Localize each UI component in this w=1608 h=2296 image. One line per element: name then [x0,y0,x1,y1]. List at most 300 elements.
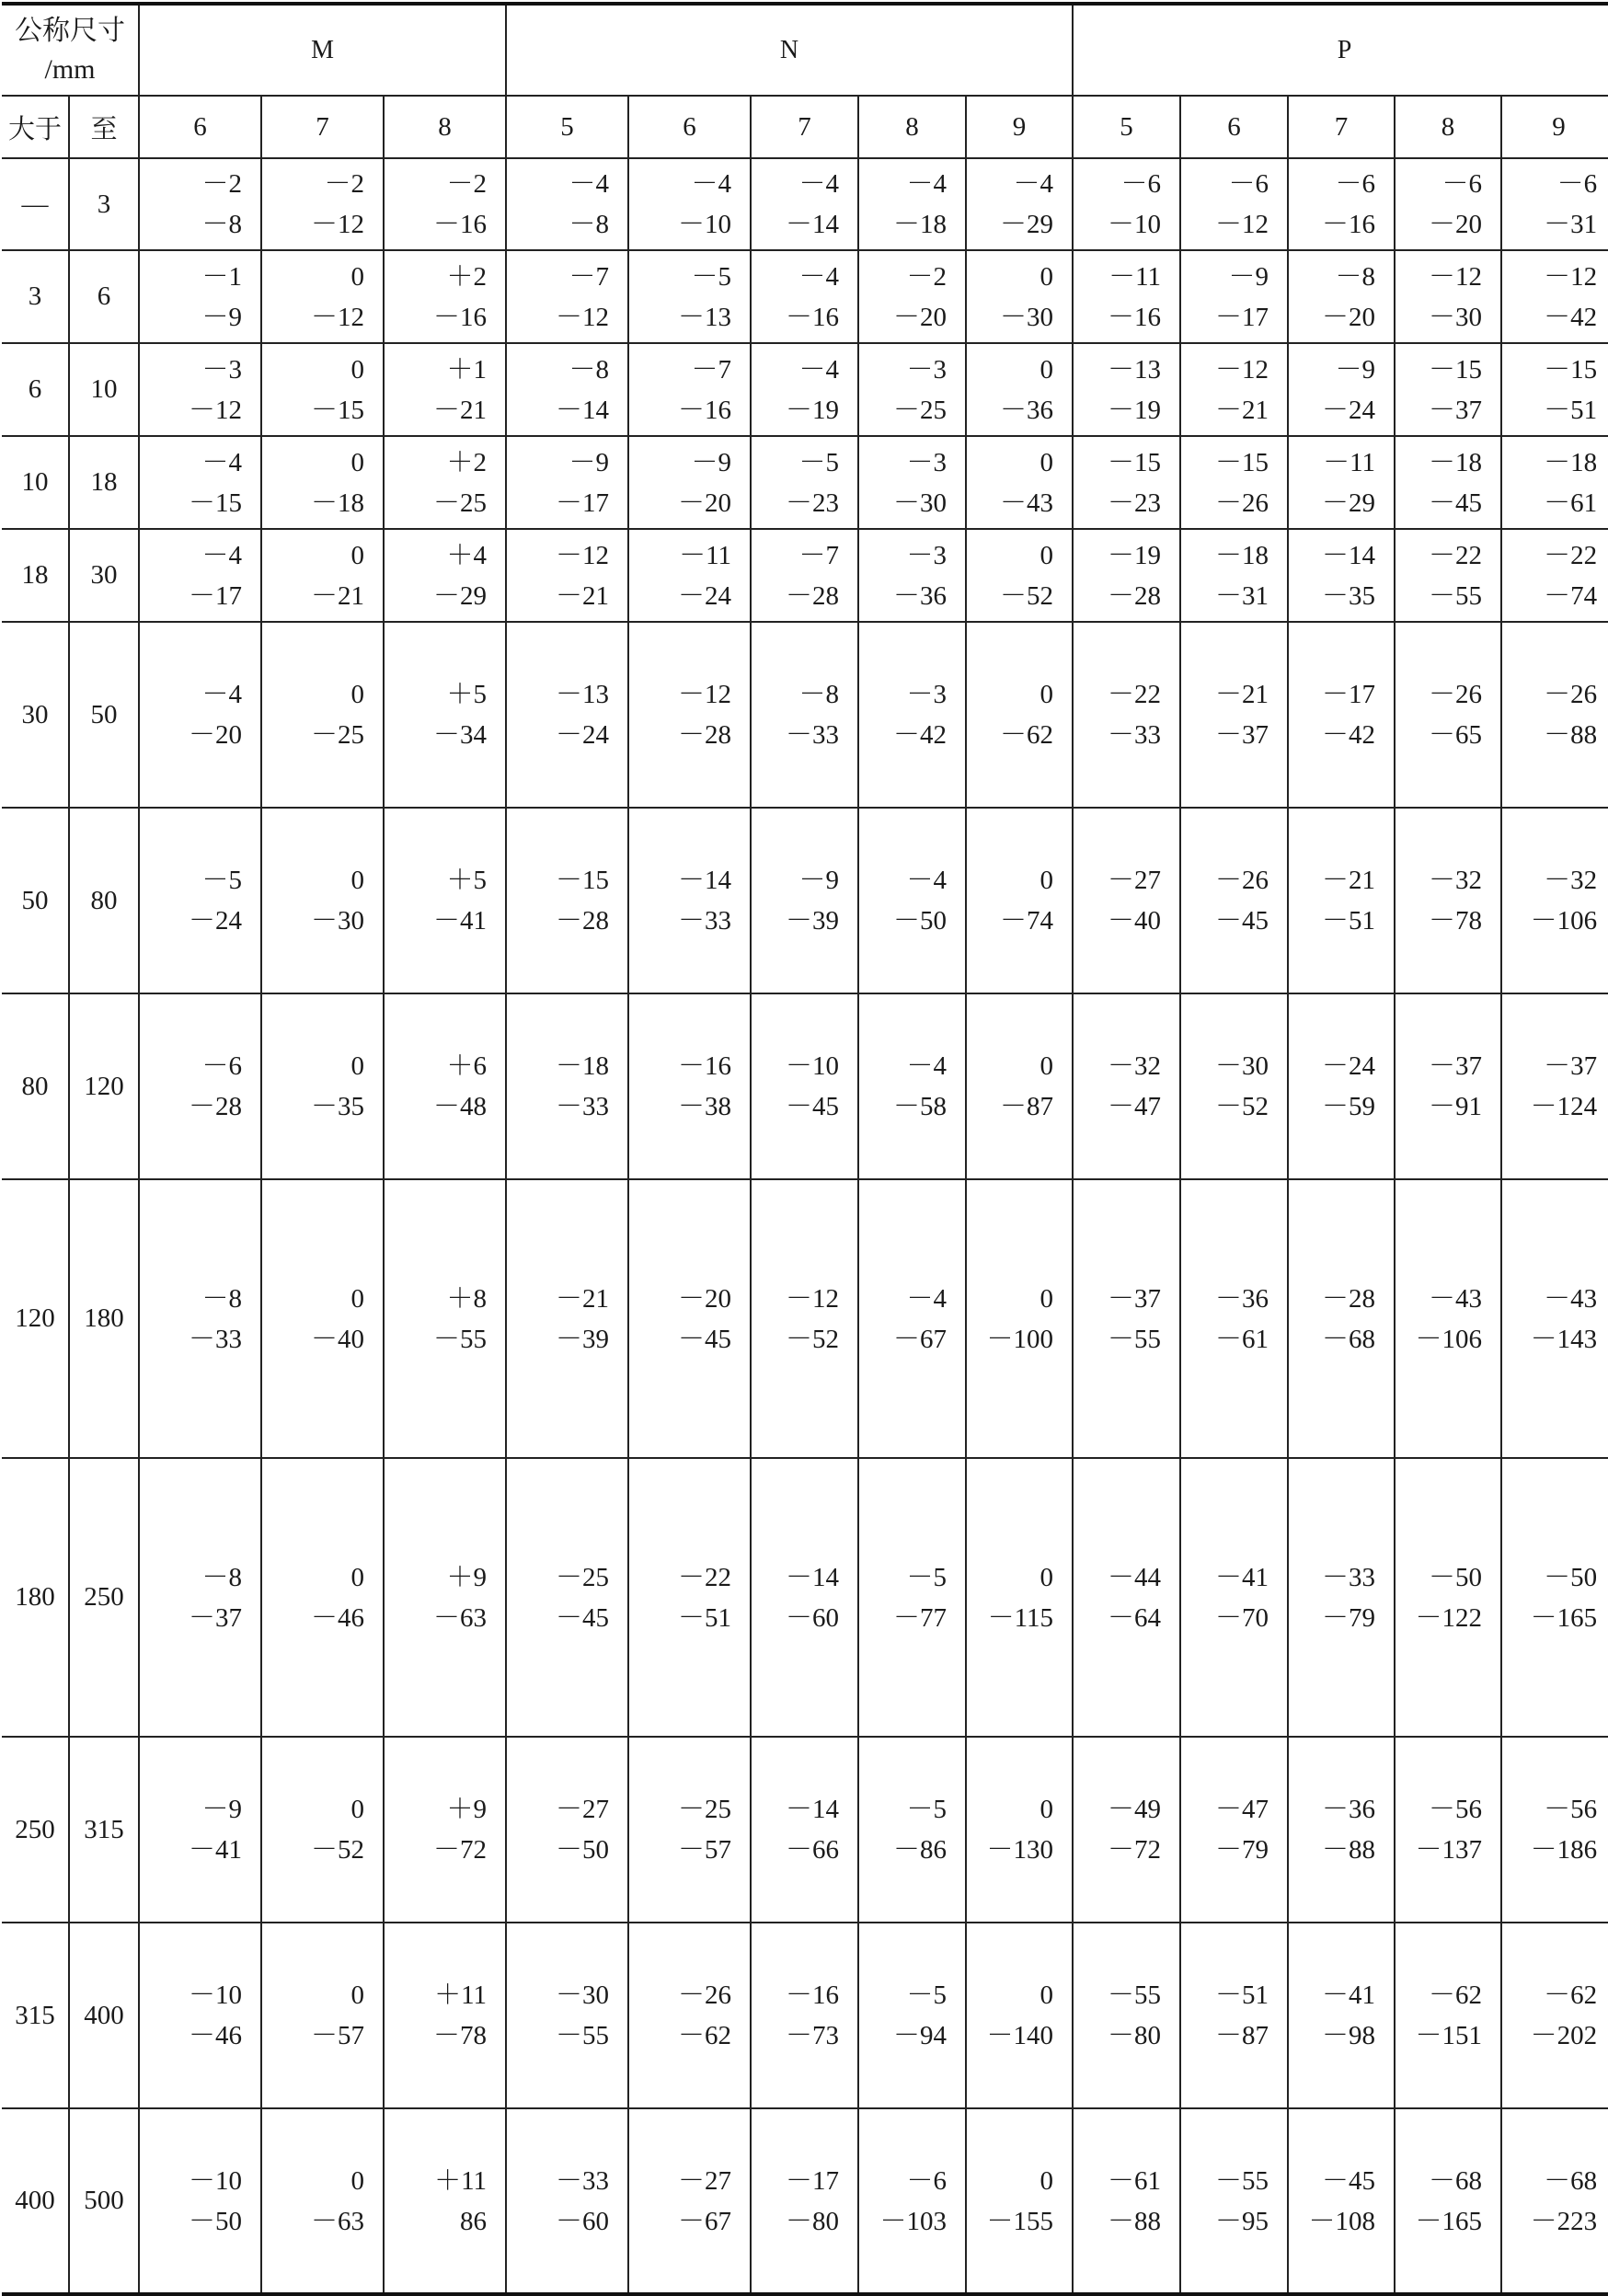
deviation-cell [139,1923,261,2108]
size-upto-cell: 400 [69,1923,139,2108]
deviation-cell [384,1737,506,1923]
lower-deviation: －18 [310,488,364,518]
deviation-cell [966,158,1073,250]
upper-deviation: －11 [1323,447,1376,477]
deviation-cell [261,1737,384,1923]
deviation-cell [261,158,384,250]
deviation-cell [1073,808,1180,993]
deviation-cell [1180,250,1288,343]
size-upto-cell: 80 [69,808,139,993]
deviation-cell [1180,808,1288,993]
deviation-cell [858,158,966,250]
lower-deviation: －12 [188,395,242,425]
upper-deviation: 0 [350,1562,364,1592]
deviation-cell [1288,343,1395,436]
deviation-cell [628,622,751,808]
lower-deviation: －28 [678,720,732,750]
lower-deviation: －95 [1215,2206,1269,2236]
lower-deviation: －12 [1215,210,1269,239]
lower-deviation: －35 [310,1092,364,1121]
deviation-cell [1395,1737,1501,1923]
lower-deviation: －52 [1000,580,1054,611]
upper-deviation: －14 [1322,540,1376,570]
deviation-cell [751,1179,858,1458]
size-upto-cell: 18 [69,436,139,529]
upper-deviation: －41 [1215,1562,1269,1592]
table-row [2,1923,1608,2108]
deviation-cell [1395,529,1501,622]
deviation-cell [966,250,1073,343]
group-header-n: N [506,4,1073,96]
deviation-cell [966,436,1073,529]
upper-deviation: －16 [786,1980,840,2010]
upper-deviation: －18 [556,1051,610,1081]
upper-deviation: －6 [906,2165,948,2196]
upper-deviation: 0 [350,1795,364,1824]
upper-deviation: －18 [1429,447,1483,477]
upper-deviation: 0 [350,2165,364,2196]
deviation-cell [1501,808,1608,993]
upper-deviation: －6 [201,1051,242,1081]
upper-deviation: －26 [1429,680,1483,709]
lower-deviation: －8 [201,210,242,239]
lower-deviation: 86 [460,2206,488,2236]
deviation-cell [966,1458,1073,1737]
upper-deviation: 0 [1039,2165,1054,2196]
deviation-cell [506,1179,628,1458]
lower-deviation: －45 [1215,906,1269,936]
deviation-cell [628,1923,751,2108]
upper-deviation: 0 [1039,261,1054,292]
deviation-cell [384,808,506,993]
table-row [2,1737,1608,1923]
deviation-cell [139,808,261,993]
deviation-cell [1073,1923,1180,2108]
deviation-cell [1395,250,1501,343]
lower-deviation: －20 [1429,210,1483,239]
upper-deviation: 0 [1039,447,1054,477]
grade-header: 7 [261,96,384,158]
upper-deviation: －51 [1215,1980,1269,2010]
upper-deviation: －10 [188,2165,242,2196]
size-upto-cell: 315 [69,1737,139,1923]
deviation-cell [628,1737,751,1923]
deviation-cell [1288,993,1395,1179]
lower-deviation: －88 [1322,1835,1376,1865]
lower-deviation: －59 [1322,1092,1376,1121]
deviation-cell [1073,993,1180,1179]
lower-deviation: －143 [1530,1324,1598,1354]
upper-deviation: －12 [1544,261,1598,292]
upper-deviation: －24 [1322,1051,1376,1081]
table-row [2,1179,1608,1458]
deviation-cell [1073,1737,1180,1923]
upper-deviation: 0 [350,447,364,477]
over-label: 大于 [2,96,69,158]
lower-deviation: －88 [1108,2206,1162,2236]
table-row [2,808,1608,993]
lower-deviation: －79 [1215,1835,1269,1865]
upper-deviation: －36 [1215,1283,1269,1314]
size-over-cell: 30 [2,622,69,808]
upper-deviation: －22 [1544,540,1598,570]
size-over-cell: 6 [2,343,69,436]
deviation-cell [1501,343,1608,436]
upper-deviation: －25 [556,1562,610,1592]
upper-deviation: －9 [201,1795,242,1824]
upper-deviation: －2 [906,261,948,292]
lower-deviation: －106 [1530,906,1598,936]
upper-deviation: －5 [798,447,840,477]
upper-deviation: －62 [1429,1980,1483,2010]
deviation-cell [966,529,1073,622]
deviation-cell [261,343,384,436]
table-row [2,993,1608,1179]
deviation-cell [1073,250,1180,343]
upper-deviation: －6 [1556,169,1598,199]
lower-deviation: －35 [1322,580,1376,611]
deviation-cell [1288,250,1395,343]
header-row-grades [2,96,1608,158]
lower-deviation: －45 [1429,488,1483,518]
lower-deviation: －51 [1322,906,1376,936]
deviation-cell [1073,343,1180,436]
deviation-cell [384,436,506,529]
upper-deviation: 0 [350,1283,364,1314]
lower-deviation: －63 [433,1602,488,1633]
upper-deviation: －8 [798,680,840,709]
upper-deviation: －5 [906,1562,948,1592]
upper-deviation: －18 [1544,447,1598,477]
lower-deviation: －17 [1215,302,1269,332]
deviation-cell [506,622,628,808]
upper-deviation: －12 [1215,354,1269,385]
upper-deviation: －32 [1544,866,1598,895]
lower-deviation: －16 [1108,302,1162,332]
upper-deviation: 0 [1039,1562,1054,1592]
deviation-cell [384,1179,506,1458]
table-row [2,529,1608,622]
upper-deviation: －19 [1108,540,1162,570]
grade-header: 6 [139,96,261,158]
lower-deviation: －98 [1322,2021,1376,2050]
upper-deviation: ＋9 [446,1795,488,1824]
lower-deviation: －60 [556,2206,610,2236]
lower-deviation: －73 [786,2021,840,2050]
lower-deviation: －16 [433,210,488,239]
lower-deviation: －14 [786,210,840,239]
lower-deviation: －55 [1429,580,1483,611]
lower-deviation: －16 [678,395,732,425]
deviation-cell [506,529,628,622]
upper-deviation: －3 [906,447,948,477]
lower-deviation: －62 [678,2021,732,2050]
lower-deviation: －52 [1215,1092,1269,1121]
lower-deviation: －50 [893,906,948,936]
upper-deviation: －8 [569,354,610,385]
lower-deviation: －33 [786,720,840,750]
deviation-cell [1180,1923,1288,2108]
lower-deviation: －13 [678,302,732,332]
lower-deviation: －19 [1108,395,1162,425]
lower-deviation: －37 [1215,720,1269,750]
deviation-cell [1288,1458,1395,1737]
deviation-cell [628,158,751,250]
deviation-cell [751,529,858,622]
deviation-cell [966,622,1073,808]
upper-deviation: －3 [201,354,242,385]
deviation-cell [261,1179,384,1458]
deviation-cell [139,2108,261,2294]
deviation-cell [751,2108,858,2294]
upper-deviation: －28 [1322,1283,1376,1314]
upper-deviation: －12 [678,680,732,709]
deviation-cell [1288,1923,1395,2108]
deviation-cell [261,529,384,622]
deviation-cell [139,622,261,808]
lower-deviation: －165 [1530,1602,1598,1633]
lower-deviation: －28 [556,906,610,936]
upper-deviation: －1 [201,261,242,292]
deviation-cell [1180,1458,1288,1737]
upper-deviation: －4 [201,447,242,477]
deviation-cell [1288,436,1395,529]
size-upto-cell: 120 [69,993,139,1179]
upper-deviation: －18 [1215,540,1269,570]
group-header-m: M [139,4,506,96]
lower-deviation: －29 [433,580,488,611]
lower-deviation: －30 [893,488,948,518]
lower-deviation: －66 [786,1835,840,1865]
upper-deviation: －4 [906,169,948,199]
size-label-line2: /mm [44,53,96,85]
upper-deviation: 0 [1039,1795,1054,1824]
lower-deviation: －108 [1308,2206,1376,2236]
lower-deviation: －52 [786,1324,840,1354]
lower-deviation: －88 [1544,720,1598,750]
upper-deviation: －62 [1544,1980,1598,2010]
deviation-cell [1288,529,1395,622]
deviation-cell [628,1179,751,1458]
deviation-cell [261,993,384,1179]
deviation-cell [139,158,261,250]
upper-deviation: －56 [1429,1795,1483,1824]
lower-deviation: －41 [433,906,488,936]
lower-deviation: －31 [1215,580,1269,611]
grade-header: 6 [1180,96,1288,158]
upper-deviation: 0 [1039,1283,1054,1314]
deviation-cell [1288,158,1395,250]
upper-deviation: －3 [906,680,948,709]
size-upto-cell: 50 [69,622,139,808]
deviation-cell [506,1458,628,1737]
deviation-cell [384,343,506,436]
deviation-cell [858,529,966,622]
upper-deviation: －43 [1429,1283,1483,1314]
upper-deviation: ＋9 [446,1562,488,1592]
upper-deviation: －9 [569,447,610,477]
deviation-cell [139,1458,261,1737]
deviation-cell [858,1458,966,1737]
lower-deviation: －42 [1544,302,1598,332]
upper-deviation: －7 [569,261,610,292]
upper-deviation: ＋5 [446,680,488,709]
deviation-cell [1180,1179,1288,1458]
deviation-cell [261,808,384,993]
deviation-cell [1501,250,1608,343]
table-row [2,622,1608,808]
deviation-cell [1501,436,1608,529]
lower-deviation: －33 [188,1324,242,1354]
lower-deviation: －58 [893,1092,948,1121]
lower-deviation: －57 [310,2021,364,2050]
deviation-cell [139,529,261,622]
lower-deviation: －17 [556,488,610,518]
upper-deviation: －12 [786,1283,840,1314]
lower-deviation: －21 [310,580,364,611]
lower-deviation: －21 [1215,395,1269,425]
lower-deviation: －42 [893,720,948,750]
lower-deviation: －20 [188,720,242,750]
deviation-cell [384,1458,506,1737]
size-upto-cell: 500 [69,2108,139,2294]
upper-deviation: －33 [556,2165,610,2196]
deviation-cell [506,808,628,993]
group-header-p: P [1073,4,1608,96]
deviation-cell [751,808,858,993]
upper-deviation: ＋8 [446,1283,488,1314]
upper-deviation: －3 [906,540,948,570]
lower-deviation: －86 [893,1835,948,1865]
lower-deviation: －42 [1322,720,1376,750]
deviation-cell [139,250,261,343]
deviation-cell [1395,158,1501,250]
upper-deviation: －26 [678,1980,732,2010]
upper-deviation: －6 [1120,169,1162,199]
lower-deviation: －46 [310,1602,364,1633]
deviation-cell [1395,1458,1501,1737]
upper-deviation: －7 [691,354,732,385]
upper-deviation: －56 [1544,1795,1598,1824]
upper-deviation: －22 [1108,680,1162,709]
lower-deviation: －68 [1322,1324,1376,1354]
upper-deviation: －4 [569,169,610,199]
size-upto-cell: 3 [69,158,139,250]
deviation-cell [966,993,1073,1179]
lower-deviation: －51 [1544,395,1598,425]
deviation-cell [1288,1179,1395,1458]
deviation-cell [1073,1458,1180,1737]
upper-deviation: －44 [1108,1562,1162,1592]
lower-deviation: －29 [1000,210,1054,239]
upper-deviation: －21 [1322,866,1376,895]
deviation-cell [1395,993,1501,1179]
size-over-cell: 18 [2,529,69,622]
deviation-cell [628,529,751,622]
upper-deviation: ＋11 [434,2165,488,2196]
deviation-cell [261,250,384,343]
lower-deviation: －65 [1429,720,1483,750]
lower-deviation: －87 [1000,1092,1054,1121]
table-row [2,343,1608,436]
lower-deviation: －43 [1000,488,1054,518]
upper-deviation: －5 [201,866,242,895]
deviation-cell [966,343,1073,436]
upper-deviation: －22 [1429,540,1483,570]
lower-deviation: －16 [433,302,488,332]
lower-deviation: －67 [678,2206,732,2236]
upper-deviation: －11 [1108,261,1162,292]
upper-deviation: ＋4 [446,540,488,570]
deviation-cell [1180,343,1288,436]
deviation-cell [966,1923,1073,2108]
deviation-cell [751,1737,858,1923]
lower-deviation: －62 [1000,720,1054,750]
deviation-cell [858,808,966,993]
deviation-cell [506,250,628,343]
lower-deviation: －15 [188,488,242,518]
deviation-cell [1501,158,1608,250]
deviation-cell [1073,622,1180,808]
upper-deviation: －9 [798,866,840,895]
lower-deviation: －29 [1322,488,1376,518]
lower-deviation: －25 [893,395,948,425]
lower-deviation: －36 [1000,395,1054,425]
upper-deviation: －6 [1441,169,1483,199]
deviation-cell [1073,1179,1180,1458]
upper-deviation: －12 [556,540,610,570]
lower-deviation: －30 [310,906,364,936]
grade-header: 6 [628,96,751,158]
size-over-cell: 120 [2,1179,69,1458]
lower-deviation: －46 [188,2021,242,2050]
lower-deviation: －24 [556,720,610,750]
upper-deviation: 0 [350,261,364,292]
deviation-cell [139,1179,261,1458]
deviation-cell [751,436,858,529]
lower-deviation: －16 [786,302,840,332]
lower-deviation: －23 [1108,488,1162,518]
deviation-cell [1288,1737,1395,1923]
upper-deviation: ＋11 [434,1980,488,2010]
upper-deviation: －8 [1335,261,1376,292]
lower-deviation: －45 [556,1602,610,1633]
upper-deviation: －4 [798,169,840,199]
deviation-cell [751,1923,858,2108]
lower-deviation: －70 [1215,1602,1269,1633]
upper-deviation: －15 [556,866,610,895]
lower-deviation: －41 [188,1835,242,1865]
lower-deviation: －8 [569,210,610,239]
lower-deviation: －48 [433,1092,488,1121]
upto-label: 至 [69,96,139,158]
deviation-cell [1180,1737,1288,1923]
upper-deviation: －4 [906,866,948,895]
deviation-cell [858,250,966,343]
upper-deviation: －6 [1335,169,1376,199]
upper-deviation: －27 [1108,866,1162,895]
deviation-cell [858,993,966,1179]
upper-deviation: －17 [1322,680,1376,709]
lower-deviation: －26 [1215,488,1269,518]
upper-deviation: －4 [201,680,242,709]
lower-deviation: －78 [1429,906,1483,936]
upper-deviation: －4 [798,354,840,385]
upper-deviation: －33 [1322,1562,1376,1592]
deviation-cell [506,993,628,1179]
lower-deviation: －74 [1544,580,1598,611]
upper-deviation: －68 [1429,2165,1483,2196]
